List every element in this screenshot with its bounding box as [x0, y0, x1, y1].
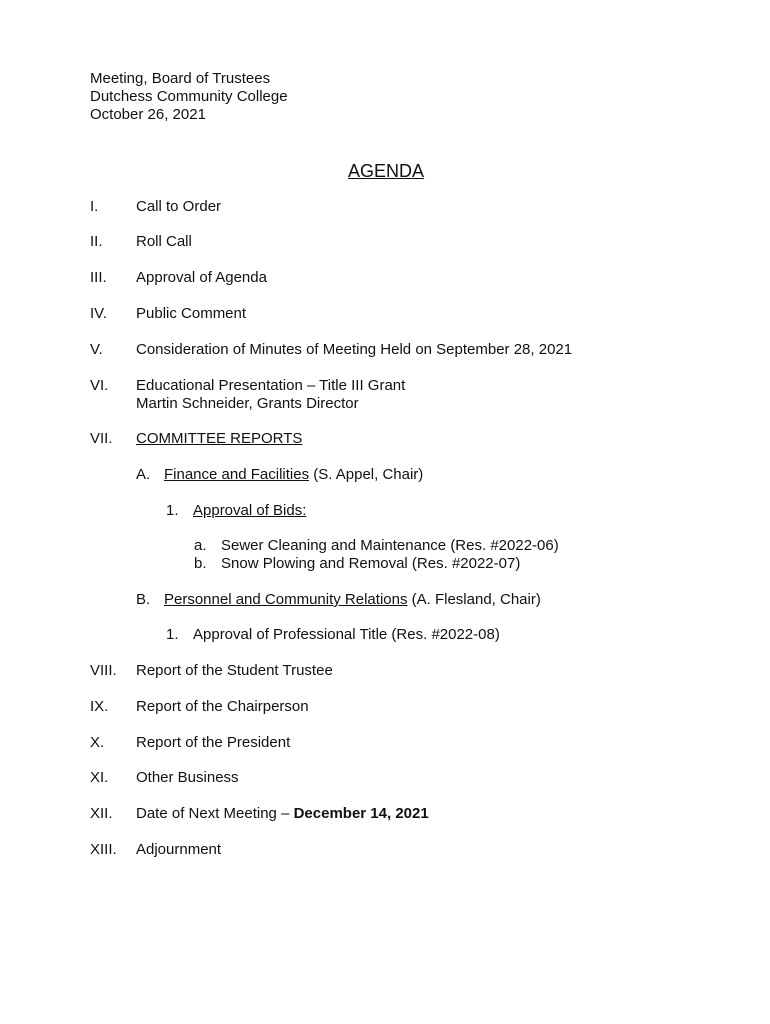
item-text: Roll Call — [136, 233, 192, 250]
item-text: Other Business — [136, 769, 239, 786]
item-text: Educational Presentation – Title III Grant — [136, 377, 406, 394]
item-number: III. — [90, 269, 107, 286]
committee-name: Finance and Facilities — [164, 466, 310, 483]
sub-number: 1. — [166, 502, 179, 519]
item-number: II. — [90, 233, 103, 250]
header-meeting: Meeting, Board of Trustees — [90, 70, 271, 87]
item-number: I. — [90, 198, 99, 215]
professional-title-item: Approval of Professional Title (Res. #2022-08) — [193, 626, 500, 643]
item-number: VI. — [90, 377, 109, 394]
sub-number: 1. — [166, 626, 179, 643]
item-number: XI. — [90, 769, 109, 786]
bid-letter: b. — [194, 555, 207, 572]
item-text: Approval of Agenda — [136, 269, 267, 286]
page-title: AGENDA — [348, 161, 425, 181]
item-text: Consideration of Minutes of Meeting Held on September 28, 2021 — [136, 341, 573, 358]
committee-finance — [164, 466, 423, 484]
committee-reports-heading: COMMITTEE REPORTS — [136, 430, 303, 447]
next-meeting-line — [136, 805, 429, 823]
item-text: Report of the Student Trustee — [136, 662, 333, 679]
committee-chair: (A. Flesland, Chair) — [407, 591, 541, 608]
bid-text: Snow Plowing and Removal (Res. #2022-07) — [221, 555, 521, 572]
item-number: XIII. — [90, 841, 117, 858]
next-meeting-date: December 14, 2021 — [293, 805, 429, 822]
item-text: Adjournment — [136, 841, 222, 858]
header-date: October 26, 2021 — [90, 106, 206, 123]
item-number: IV. — [90, 305, 107, 322]
approval-of-bids: Approval of Bids: — [193, 502, 307, 519]
committee-personnel — [164, 591, 541, 609]
presenter-line: Martin Schneider, Grants Director — [136, 395, 359, 412]
committee-letter: B. — [136, 591, 151, 608]
item-number: V. — [90, 341, 103, 358]
item-text: Call to Order — [136, 198, 222, 215]
item-number: VII. — [90, 430, 113, 447]
header-college: Dutchess Community College — [90, 88, 288, 105]
committee-letter: A. — [136, 466, 151, 483]
bid-letter: a. — [194, 537, 207, 554]
bid-text: Sewer Cleaning and Maintenance (Res. #2022-06) — [221, 537, 559, 554]
item-text: Report of the President — [136, 734, 291, 751]
item-number: IX. — [90, 698, 109, 715]
item-number: XII. — [90, 805, 113, 822]
committee-name: Personnel and Community Relations — [164, 591, 408, 608]
item-number: X. — [90, 734, 105, 751]
item-text: Date of Next Meeting – — [136, 805, 294, 822]
item-text: Public Comment — [136, 305, 247, 322]
committee-chair: (S. Appel, Chair) — [309, 466, 424, 483]
item-number: VIII. — [90, 662, 117, 679]
item-text: Report of the Chairperson — [136, 698, 309, 715]
